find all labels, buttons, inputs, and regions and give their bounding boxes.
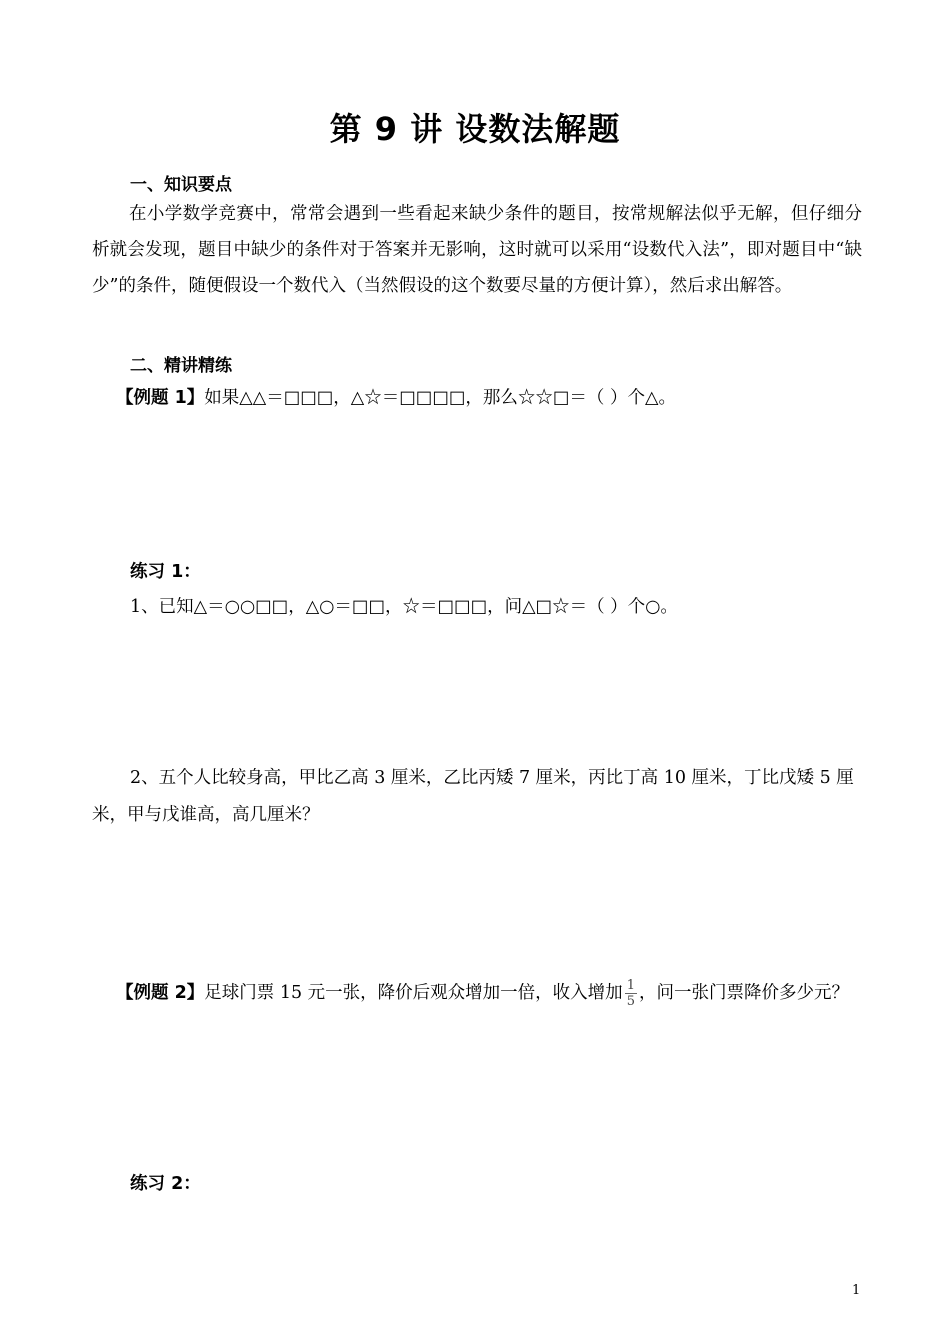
practice-2-label: 练习 2： xyxy=(130,1174,201,1194)
example-2 xyxy=(116,978,849,1009)
example-2-text-after: ，问一张门票降价多少元？ xyxy=(638,983,849,1003)
page-title: 第 9 讲 设数法解题 xyxy=(329,110,621,148)
page-number: 1 xyxy=(852,1283,861,1298)
practice-1-question-2-line-2: 米，甲与戊谁高，高几厘米？ xyxy=(92,805,320,825)
example-1-label: 【例题 1】 xyxy=(116,388,205,408)
fraction-numerator: 1 xyxy=(626,978,635,993)
example-2-text-before: 足球门票 15 元一张，降价后观众增加一倍，收入增加 xyxy=(204,983,623,1003)
fraction-denominator: 5 xyxy=(626,994,635,1009)
practice-1-question-1: 1、已知△＝○○□□，△○＝□□，☆＝□□□，问△□☆＝（ ）个○。 xyxy=(130,597,678,617)
example-1-text: 如果△△＝□□□，△☆＝□□□□，那么☆☆□＝（ ）个△。 xyxy=(204,388,676,408)
knowledge-paragraph: 在小学数学竞赛中，常常会遇到一些看起来缺少条件的题目，按常规解法似乎无解，但仔细分析就会发现，题目中缺少的条件对于答案并无影响，这时就可以采用“设数代入法”，即对题目中“缺少”的条件，随便假设一个数代入（当然假设的这个数要尽量的方便计算），然后求出解答。 xyxy=(92,204,862,296)
section-heading-knowledge: 一、知识要点 xyxy=(130,175,232,195)
fraction xyxy=(625,978,637,1009)
practice-1-question-2-line-1: 2、五个人比较身高，甲比乙高 3 厘米，乙比丙矮 7 厘米，丙比丁高 10 厘米，丁比戊矮 5 厘 xyxy=(130,768,854,788)
section-heading-practice: 二、精讲精练 xyxy=(130,356,232,376)
example-2-label: 【例题 2】 xyxy=(116,983,205,1003)
practice-1-label: 练习 1： xyxy=(130,562,201,582)
example-1 xyxy=(116,384,676,409)
